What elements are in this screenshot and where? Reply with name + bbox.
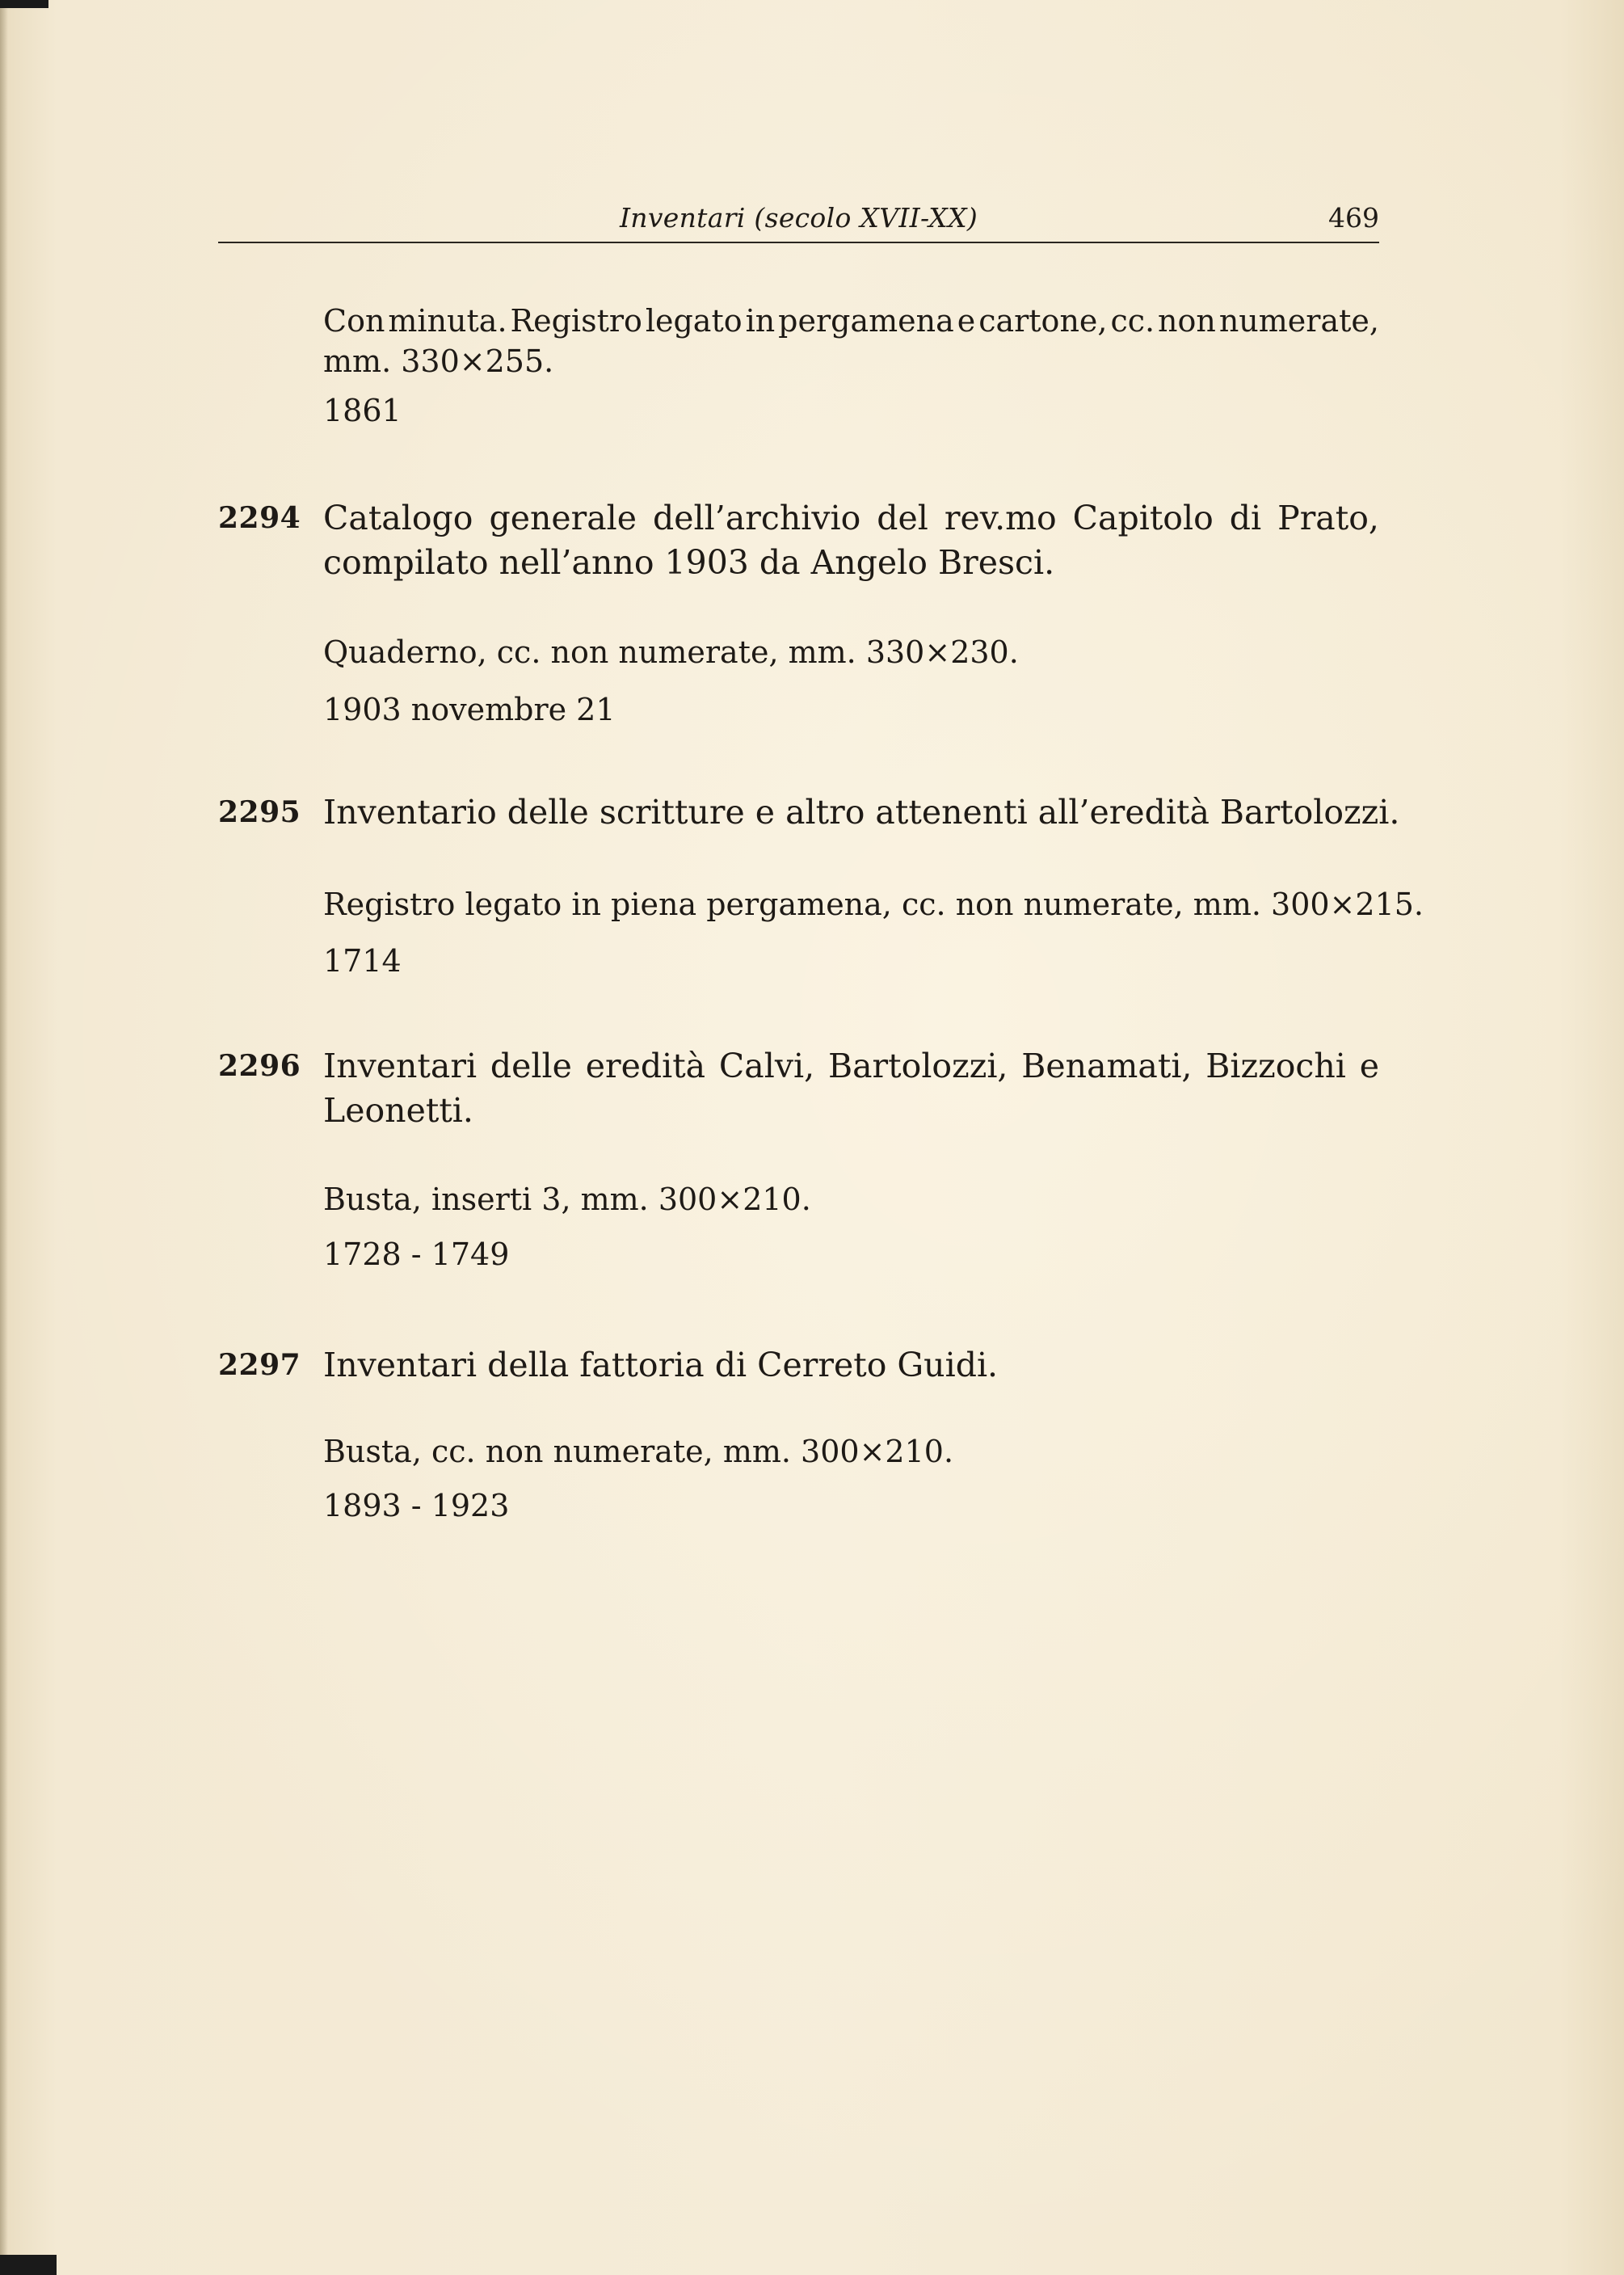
entry-description: Busta, cc. non numerate, mm. 300×210. [323, 1434, 954, 1469]
entry-title [323, 790, 1399, 835]
page-number: 469 [1328, 202, 1379, 234]
entry-title-line-1: Inventari delle eredità Calvi, Bartolozzi, Benamati, Bizzochi e [323, 1047, 1379, 1085]
entry-date: 1903 novembre 21 [323, 692, 616, 727]
running-title: Inventari (secolo XVII-XX) [619, 202, 978, 234]
header-rule [218, 242, 1379, 243]
entry-date: 1728 - 1749 [323, 1237, 510, 1272]
entry-number: 2296 [218, 1049, 301, 1083]
entry-title-line-1: Inventario delle scritture e altro attenenti all’eredità Bartolozzi. [323, 793, 1400, 832]
continuation-description-line-1: Con minuta. Registro legato in pergamena e cartone, cc. non numerate, [323, 303, 1379, 339]
entry-title-line-1: Inventari della fattoria di Cerreto Guidi. [323, 1346, 999, 1384]
entry-title-line-1: Catalogo generale dell’archivio del rev.mo Capitolo di Prato, [323, 499, 1379, 537]
page-binding-shadow [0, 0, 8, 2275]
entry-number: 2297 [218, 1348, 301, 1382]
entry-date: 1714 [323, 943, 402, 979]
entry-description: Registro legato in piena pergamena, cc. non numerate, mm. 300×215. [323, 887, 1424, 922]
entry-number: 2294 [218, 501, 301, 535]
entry-title-line-2: Leonetti. [323, 1091, 473, 1130]
entry-number: 2295 [218, 795, 301, 829]
entry-description: Busta, inserti 3, mm. 300×210. [323, 1182, 811, 1217]
entry-date: 1893 - 1923 [323, 1488, 510, 1523]
scan-edge-mark [0, 2255, 57, 2275]
continuation-description [323, 301, 1379, 381]
entry-title-line-2: compilato nell’anno 1903 da Angelo Bresci. [323, 543, 1055, 582]
scan-edge-mark [0, 0, 48, 8]
entry-description: Quaderno, cc. non numerate, mm. 330×230. [323, 634, 1019, 670]
entry-title [323, 1044, 1379, 1133]
entry-title [323, 1343, 998, 1388]
continuation-description-line-2: mm. 330×255. [323, 343, 554, 379]
entry-title [323, 496, 1379, 585]
continuation-date: 1861 [323, 393, 402, 428]
running-head [218, 200, 1379, 241]
